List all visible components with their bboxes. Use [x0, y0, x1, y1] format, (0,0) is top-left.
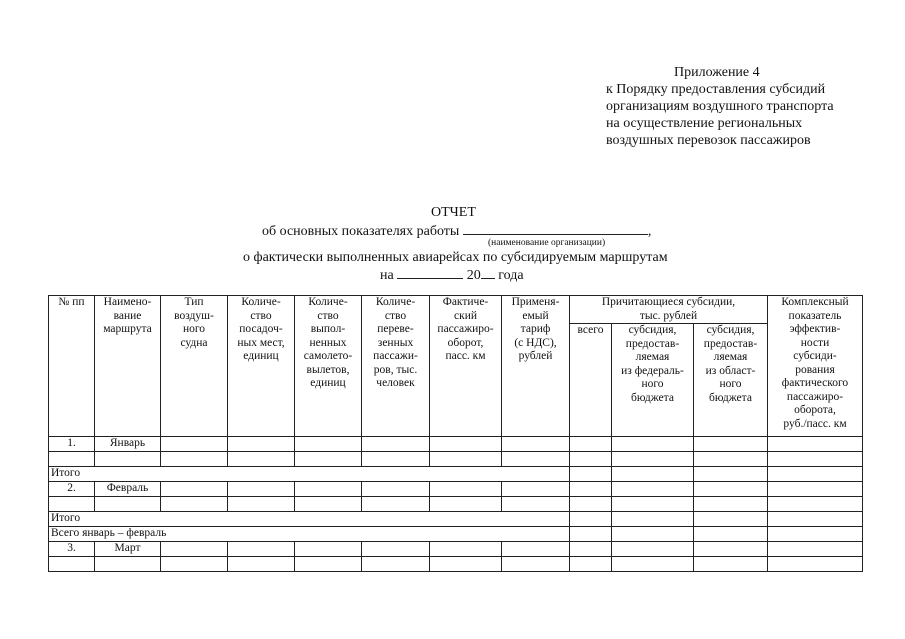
table-cell[interactable] [430, 542, 502, 557]
table-cell[interactable] [612, 527, 694, 542]
table-row [49, 437, 863, 452]
table-cell[interactable] [570, 452, 612, 467]
table-cell[interactable] [295, 452, 362, 467]
table-cell[interactable] [49, 452, 95, 467]
table-cell[interactable] [694, 527, 768, 542]
appendix-line: воздушных перевозок пассажиров [606, 133, 811, 148]
table-cell[interactable] [430, 452, 502, 467]
table-row [49, 497, 863, 512]
col-header-regional: субсидия, предостав- ляемая из област- ного бюджета [694, 324, 768, 437]
table-cell[interactable] [362, 497, 430, 512]
table-cell[interactable] [362, 452, 430, 467]
table-cell[interactable] [502, 482, 570, 497]
table-cell[interactable] [161, 452, 228, 467]
table-cell[interactable] [502, 497, 570, 512]
table-cell[interactable] [95, 452, 161, 467]
table-cell[interactable] [694, 557, 768, 572]
table-cell[interactable] [228, 437, 295, 452]
table-cell[interactable] [362, 557, 430, 572]
subtitle-comma: , [647, 224, 652, 239]
table-cell[interactable] [228, 497, 295, 512]
table-cell[interactable] [694, 512, 768, 527]
table-cell[interactable] [49, 557, 95, 572]
table-cell[interactable] [295, 482, 362, 497]
table-cell[interactable] [295, 497, 362, 512]
table-cell[interactable] [768, 527, 863, 542]
col-header-federal: субсидия, предостав- ляемая из федераль- ного бюджета [612, 324, 694, 437]
table-header-row [49, 296, 863, 324]
table-cell[interactable] [612, 542, 694, 557]
table-cell[interactable] [502, 452, 570, 467]
table-cell[interactable] [228, 557, 295, 572]
col-header-total: всего [570, 324, 612, 437]
table-cell[interactable] [612, 512, 694, 527]
table-cell[interactable] [570, 542, 612, 557]
table-cell[interactable] [768, 437, 863, 452]
appendix-title: Приложение 4 [674, 65, 760, 80]
organization-note: (наименование организации) [488, 238, 606, 248]
table-cell[interactable] [430, 557, 502, 572]
appendix-line: к Порядку предоставления субсидий [606, 82, 826, 97]
appendix-line: организациям воздушного транспорта [606, 99, 834, 114]
col-header-route: Наимено- вание маршрута [95, 296, 161, 437]
table-row [49, 557, 863, 572]
table-cell[interactable] [161, 437, 228, 452]
appendix-block [606, 64, 876, 149]
row-num: 3. [49, 542, 95, 557]
table-row-total [49, 467, 863, 482]
table-cell[interactable] [768, 542, 863, 557]
table-cell[interactable] [694, 482, 768, 497]
table-cell[interactable] [570, 527, 612, 542]
table-cell[interactable] [228, 452, 295, 467]
table-cell[interactable] [694, 452, 768, 467]
table-cell[interactable] [612, 557, 694, 572]
col-header-tariff: Применя- емый тариф (с НДС), рублей [502, 296, 570, 437]
table-cell[interactable] [295, 437, 362, 452]
table-cell[interactable] [95, 497, 161, 512]
col-header-seats: Количе- ство посадоч- ных мест, единиц [228, 296, 295, 437]
year-blank [481, 266, 495, 279]
year-prefix: 20 [466, 268, 481, 283]
table-cell[interactable] [161, 542, 228, 557]
table-cell[interactable] [694, 437, 768, 452]
table-cell[interactable] [768, 467, 863, 482]
table-cell[interactable] [95, 557, 161, 572]
table-cell[interactable] [570, 482, 612, 497]
table-row-total [49, 512, 863, 527]
row-month: Февраль [95, 482, 161, 497]
table-cell[interactable] [430, 497, 502, 512]
col-header-num: № пп [49, 296, 95, 437]
table-row [49, 452, 863, 467]
row-num: 2. [49, 482, 95, 497]
table-cell[interactable] [502, 542, 570, 557]
table-row [49, 542, 863, 557]
table-cell[interactable] [430, 437, 502, 452]
period-on: на [380, 268, 394, 283]
table-cell[interactable] [612, 467, 694, 482]
table-cell[interactable] [694, 542, 768, 557]
table-cell[interactable] [612, 482, 694, 497]
table-cell[interactable] [768, 497, 863, 512]
col-header-subsidies: Причитающиеся субсидии, тыс. рублей [570, 296, 768, 324]
table-cell[interactable] [362, 437, 430, 452]
table-cell[interactable] [768, 452, 863, 467]
appendix-line: на осуществление региональных [606, 116, 803, 131]
col-header-passengers: Количе- ство переве- зенных пассажи- ров, тыс. человек [362, 296, 430, 437]
report-period-line [380, 266, 524, 284]
table-cell[interactable] [612, 497, 694, 512]
row-month: Январь [95, 437, 161, 452]
subtitle-text: об основных показателях работы [262, 224, 460, 239]
col-header-turnover: Фактиче- ский пассажиро- оборот, пасс. км [430, 296, 502, 437]
table-row [49, 482, 863, 497]
table-cell[interactable] [502, 437, 570, 452]
table-cell[interactable] [228, 482, 295, 497]
row-month: Март [95, 542, 161, 557]
year-suffix: года [498, 268, 524, 283]
report-title: ОТЧЕТ [431, 205, 476, 220]
col-header-aircraft: Тип воздуш- ного судна [161, 296, 228, 437]
table-cell[interactable] [694, 497, 768, 512]
report-subtitle-line2: о фактически выполненных авиарейсах по субсидируемым маршрутам [243, 250, 668, 265]
table-cell[interactable] [430, 482, 502, 497]
table-cell[interactable] [694, 467, 768, 482]
table-cell[interactable] [161, 482, 228, 497]
table-cell[interactable] [570, 497, 612, 512]
table-cell[interactable] [570, 437, 612, 452]
table-cell[interactable] [295, 542, 362, 557]
table-cell[interactable] [570, 467, 612, 482]
row-total-label: Итого [49, 512, 570, 527]
period-blank [397, 266, 463, 279]
table-cell[interactable] [768, 512, 863, 527]
table-row-grand-total [49, 527, 863, 542]
table-cell[interactable] [228, 542, 295, 557]
row-total-label: Итого [49, 467, 570, 482]
col-header-complex: Комплексный показатель эффектив- ности субсиди- рования фактического пассажиро- оборота, руб./пасс. км [768, 296, 863, 437]
table-cell[interactable] [570, 512, 612, 527]
table-cell[interactable] [295, 557, 362, 572]
table-cell[interactable] [161, 557, 228, 572]
table-cell[interactable] [502, 557, 570, 572]
organization-blank [463, 222, 648, 235]
table-cell[interactable] [612, 452, 694, 467]
col-header-flights: Количе- ство выпол- ненных самолето- вылетов, единиц [295, 296, 362, 437]
table-cell[interactable] [768, 482, 863, 497]
table-cell[interactable] [768, 557, 863, 572]
table-cell[interactable] [570, 557, 612, 572]
table-cell[interactable] [362, 482, 430, 497]
table-cell[interactable] [161, 497, 228, 512]
table-cell[interactable] [362, 542, 430, 557]
table-cell[interactable] [612, 437, 694, 452]
row-grand-total-label: Всего январь – февраль [49, 527, 570, 542]
table-cell[interactable] [49, 497, 95, 512]
report-table [48, 295, 863, 572]
row-num: 1. [49, 437, 95, 452]
